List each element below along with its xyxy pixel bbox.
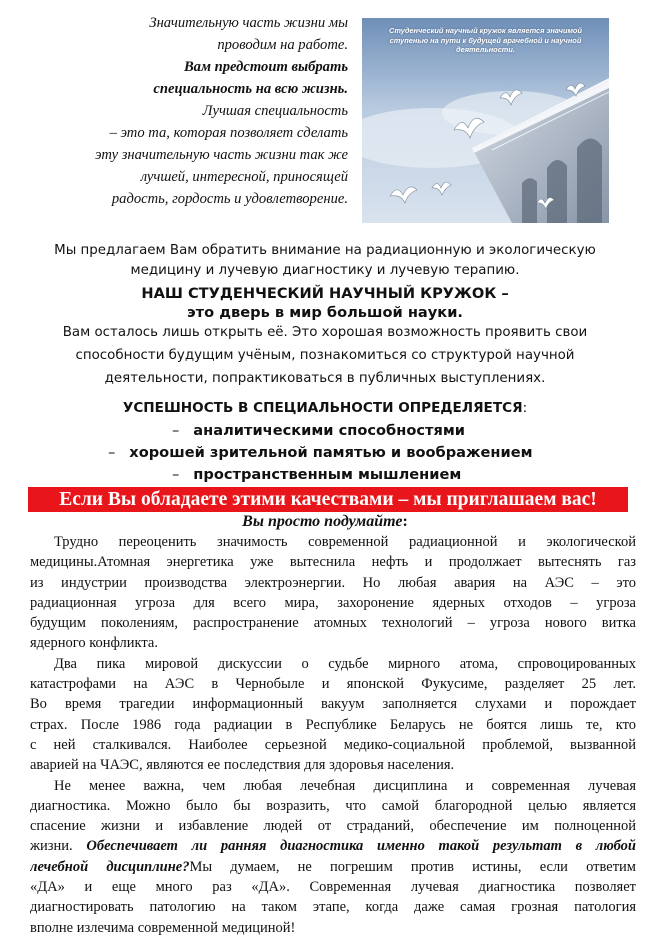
intro-quote [60,12,348,210]
body-line: диагностировать патологию на таком этапе, когда даже самая грозная патология [30,899,636,916]
club-heading-line: НАШ СТУДЕНЧЕСКИЙ НАУЧНЫЙ КРУЖОК – [141,285,509,302]
body-line: диагностика. Можно было бы возразить, что самой благородной целью является [30,797,636,814]
intro-line: Вам предстоит выбрать [183,59,348,75]
photo-caption-line: Студенческий научный кружок является значимой [389,26,582,35]
intro-line: лучшей, интересной, приносящей [140,169,348,185]
list-dash: – [172,466,180,483]
body-line: «ДА» и еще много раз «ДА». Современная лучевая диагностика позволяет [30,879,636,896]
think-heading-text: Вы просто подумайте [242,513,403,530]
body-line [30,857,636,877]
body-line: будущим поколениям, распространение атомных технологий – угроза нового витка [30,615,636,632]
quality-text: аналитическими способностями [193,422,465,439]
think-heading-colon: : [402,513,408,530]
body-line: радиационная угроза для всего мира, захоронение ядерных отходов – угроза [30,594,636,611]
success-heading-colon: : [522,400,528,416]
invite-line: способности будущим учёным, познакомиться со структурой научной [75,348,575,363]
body-line: страх. После 1986 года радиации в Республике Беларусь не боятся лишь те, кто [30,716,636,733]
quality-text: хорошей зрительной памятью и воображением [129,444,533,461]
body-line: Не менее важна, чем любая лечебная дисциплина и современная лучевая [54,777,636,794]
quality-item [172,420,465,442]
invite-line: деятельности, попрактиковаться в публичных выступлениях. [104,371,546,386]
body-line: Во время трагедии информационный вакуум заполняется слухами и порождает [30,696,636,713]
body-line: спасение жизни и избавление людей от страданий, обеспечение им полноценной [30,818,636,835]
article-body [30,532,636,938]
intro-line: радость, гордость и удовлетворение. [111,191,348,207]
body-line: с ней сталкивался. Наиболее серьезной медико-социальной проблемой, вызванной [30,736,636,753]
offer-paragraph [20,241,630,281]
club-heading [20,284,630,322]
seagulls-bridge-photo [362,18,609,223]
body-line: Два пика мировой дискуссии о судьбе мирного атома, спровоцированных [54,655,636,672]
quality-item [108,442,533,464]
invite-line: Вам осталось лишь открыть её. Это хорошая возможность проявить свои [62,325,588,340]
intro-line: Лучшая специальность [202,103,348,119]
success-heading-text: УСПЕШНОСТЬ В СПЕЦИАЛЬНОСТИ ОПРЕДЕЛЯЕТСЯ [122,400,523,416]
body-line: из индустрии производства электроэнергии. Но любая авария на АЭС – это [30,574,636,591]
list-dash: – [172,422,180,439]
body-line [30,836,636,856]
quality-text: пространственным мышлением [193,466,462,483]
offer-line: Мы предлагаем Вам обратить внимание на радиационную и экологическую [54,243,596,258]
invitation-banner: Если Вы обладаете этими качествами – мы приглашаем вас! [28,487,628,512]
intro-line: – это та, которая позволяет сделать [109,125,348,141]
list-dash: – [108,444,116,461]
quality-item [172,464,461,486]
success-heading [20,398,630,418]
photo-caption-line: ступенью на пути к будущей врачебной и научной [389,35,582,45]
question-fragment: лечебной дисциплине? [30,858,190,875]
body-line: аварией на ЧАЭС, являются ее последствия для здоровья населения. [30,757,455,774]
think-heading [0,511,650,533]
photo-caption [362,26,609,55]
body-line: Трудно переоценить значимость современной радиационной и экологической [54,534,636,550]
intro-line: эту значительную часть жизни так же [95,147,348,163]
body-fragment: Мы думаем, не погрешим против истины, если ответим [189,858,636,875]
body-line: ядерного конфликта. [30,635,158,652]
question-fragment: Обеспечивает ли ранняя диагностика именно такой результат в любой [86,838,636,855]
photo-caption-line: деятельности. [456,45,515,54]
intro-line: специальность на всю жизнь. [153,81,348,97]
intro-line: проводим на работе. [217,37,348,53]
invite-paragraph [20,321,630,390]
club-heading-line: это дверь в мир большой науки. [187,304,463,321]
body-fragment: жизни. [30,838,73,855]
body-line: медицины.Атомная энергетика уже вытеснила нефть и продолжает вытеснять газ [30,554,636,571]
body-line: катастрофами на АЭС в Чернобыле и японской Фукусиме, разделяет 25 лет. [30,676,636,693]
offer-line: медицину и лучевую диагностику и лучевую терапию. [130,263,520,278]
intro-line: Значительную часть жизни мы [149,15,348,31]
body-line: вполне излечима современной медициной! [30,919,296,936]
